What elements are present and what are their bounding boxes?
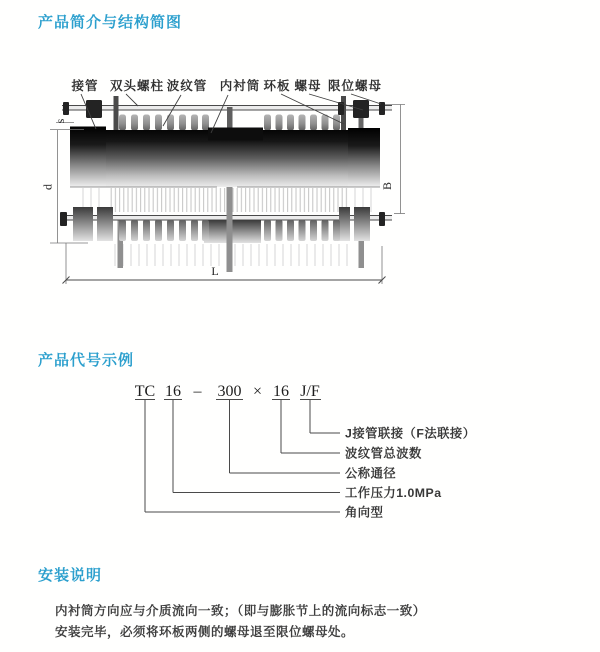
callout-nominal-diameter: 公称通径 [345,466,397,481]
callout-angular-type: 角向型 [345,505,384,520]
part-label-ring-plate: 环板 [263,79,291,93]
code-callout-lines [135,400,340,513]
part-label-inner-sleeve: 内衬筒 [219,79,261,93]
part-label-limit-nut: 限位螺母 [327,79,383,93]
dim-label-s: s [53,118,67,124]
dimension-b [380,105,405,214]
part-label-nut: 螺母 [294,79,322,93]
section-title-code-example: 产品代号示例 [38,352,135,369]
part-label-stud-bolt: 双头螺柱 [109,79,165,93]
part-label-bellows: 波纹管 [166,79,208,93]
shell-body [70,127,380,188]
code-multiply: × [252,383,263,400]
part-label-connecting-pipe: 接管 [71,79,99,93]
install-line-2: 安装完毕，必须将环板两侧的螺母退至限位螺母处。 [55,624,355,639]
callout-connection-type: J接管联接（F法联接） [345,426,476,441]
dim-label-b: B [380,181,394,191]
dim-label-d: d [40,184,55,190]
callout-working-pressure: 工作压力1.0MPa [345,486,442,500]
callout-wave-count: 波纹管总波数 [345,446,422,461]
section-title-install: 安装说明 [38,567,103,584]
product-code-diagram [0,378,600,528]
section-title-intro: 产品简介与结构简图 [38,14,183,31]
code-dash: – [193,383,202,400]
install-notes [55,601,525,642]
dim-label-l: L [211,264,219,278]
code-pressure: 16 [165,383,181,400]
code-diameter: 300 [217,383,242,400]
structure-diagram [0,58,600,308]
install-line-1: 内衬筒方向应与介质流向一致；（即与膨胀节上的流向标志一致） [55,604,426,618]
code-type: TC [134,383,156,400]
code-waves: 16 [273,383,289,400]
code-connection: J/F [300,383,320,400]
